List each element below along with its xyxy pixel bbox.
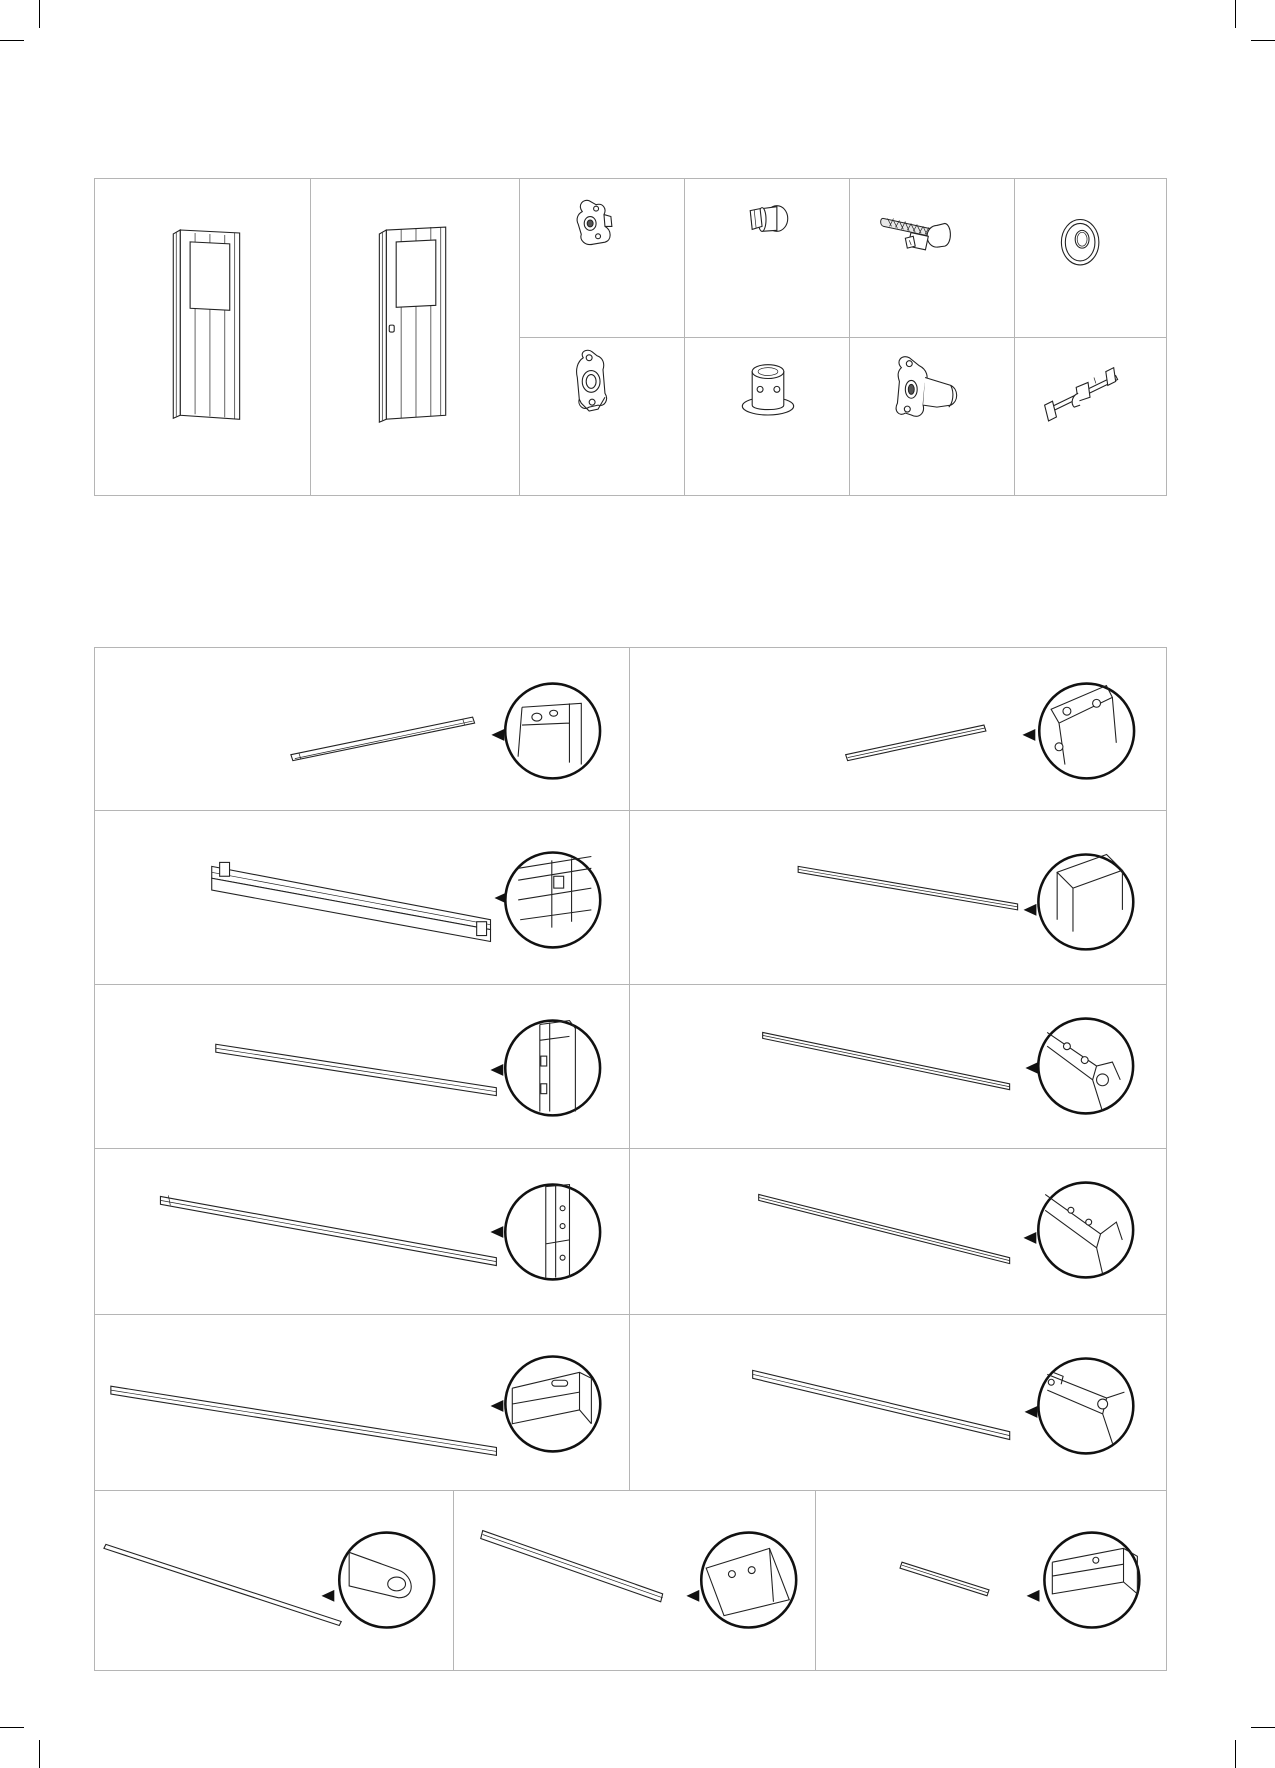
flat-brace [454, 1491, 815, 1670]
short-angle-profile-cell [629, 647, 1167, 811]
crop-mark-bottom-left-v [39, 1740, 40, 1768]
knurled-handle-latch-cell [849, 178, 1015, 338]
angled-hinge-bracket-cell [849, 337, 1015, 496]
box-section-profile-cell [629, 810, 1167, 985]
short-channel-profile [95, 648, 629, 810]
plain-door-panel-cell [94, 178, 311, 496]
flanged-post-cap-drawing [685, 338, 849, 495]
offset-hinge-bracket-cell [519, 178, 685, 338]
crop-mark-top-right-h [1251, 40, 1275, 41]
round-washer-cell [1014, 178, 1167, 338]
handle-door-panel-cell [310, 178, 520, 496]
crop-mark-bottom-right-h [1251, 1727, 1275, 1728]
angle-bar-profile [630, 985, 1166, 1148]
flanged-post-cap-cell [684, 337, 850, 496]
plain-door-panel-drawing [95, 179, 310, 495]
longest-channel-profile-cell [94, 1314, 630, 1491]
wide-track-profile-cell [94, 810, 630, 985]
crop-mark-bottom-left-h [0, 1727, 24, 1728]
flat-brace-cell [453, 1490, 816, 1671]
sliding-bolt-drawing [1015, 338, 1166, 495]
long-angle-profile-cell [629, 1148, 1167, 1315]
wide-track-profile [95, 811, 629, 984]
angled-hinge-bracket-drawing [850, 338, 1014, 495]
tie-rod-cell [94, 1490, 454, 1671]
long-punched-post-profile-cell [94, 1148, 630, 1315]
short-angle-profile [630, 648, 1166, 810]
handle-door-panel-drawing [311, 179, 519, 495]
box-section-profile [630, 811, 1166, 984]
angle-bar-profile-cell [629, 984, 1167, 1149]
crop-mark-top-left-v [39, 0, 40, 28]
long-lipped-channel-profile [630, 1315, 1166, 1490]
long-punched-post-profile [95, 1149, 629, 1314]
round-washer-drawing [1015, 179, 1166, 337]
short-channel-profile-cell [94, 647, 630, 811]
square-shaft-knob-cell [684, 178, 850, 338]
knurled-handle-latch-drawing [850, 179, 1014, 337]
crop-mark-top-right-v [1235, 0, 1236, 28]
offset-hinge-bracket-drawing [520, 179, 684, 337]
slotted-post-profile [95, 985, 629, 1148]
crop-mark-bottom-right-v [1235, 1740, 1236, 1768]
sliding-bolt-cell [1014, 337, 1167, 496]
long-lipped-channel-profile-cell [629, 1314, 1167, 1491]
square-shaft-knob-drawing [685, 179, 849, 337]
long-angle-profile [630, 1149, 1166, 1314]
crop-mark-top-left-h [0, 40, 24, 41]
flat-oval-plate-drawing [520, 338, 684, 495]
tie-rod [95, 1491, 453, 1670]
short-connector-channel [816, 1491, 1166, 1670]
longest-channel-profile [95, 1315, 629, 1490]
short-connector-channel-cell [815, 1490, 1167, 1671]
flat-oval-plate-cell [519, 337, 685, 496]
slotted-post-profile-cell [94, 984, 630, 1149]
